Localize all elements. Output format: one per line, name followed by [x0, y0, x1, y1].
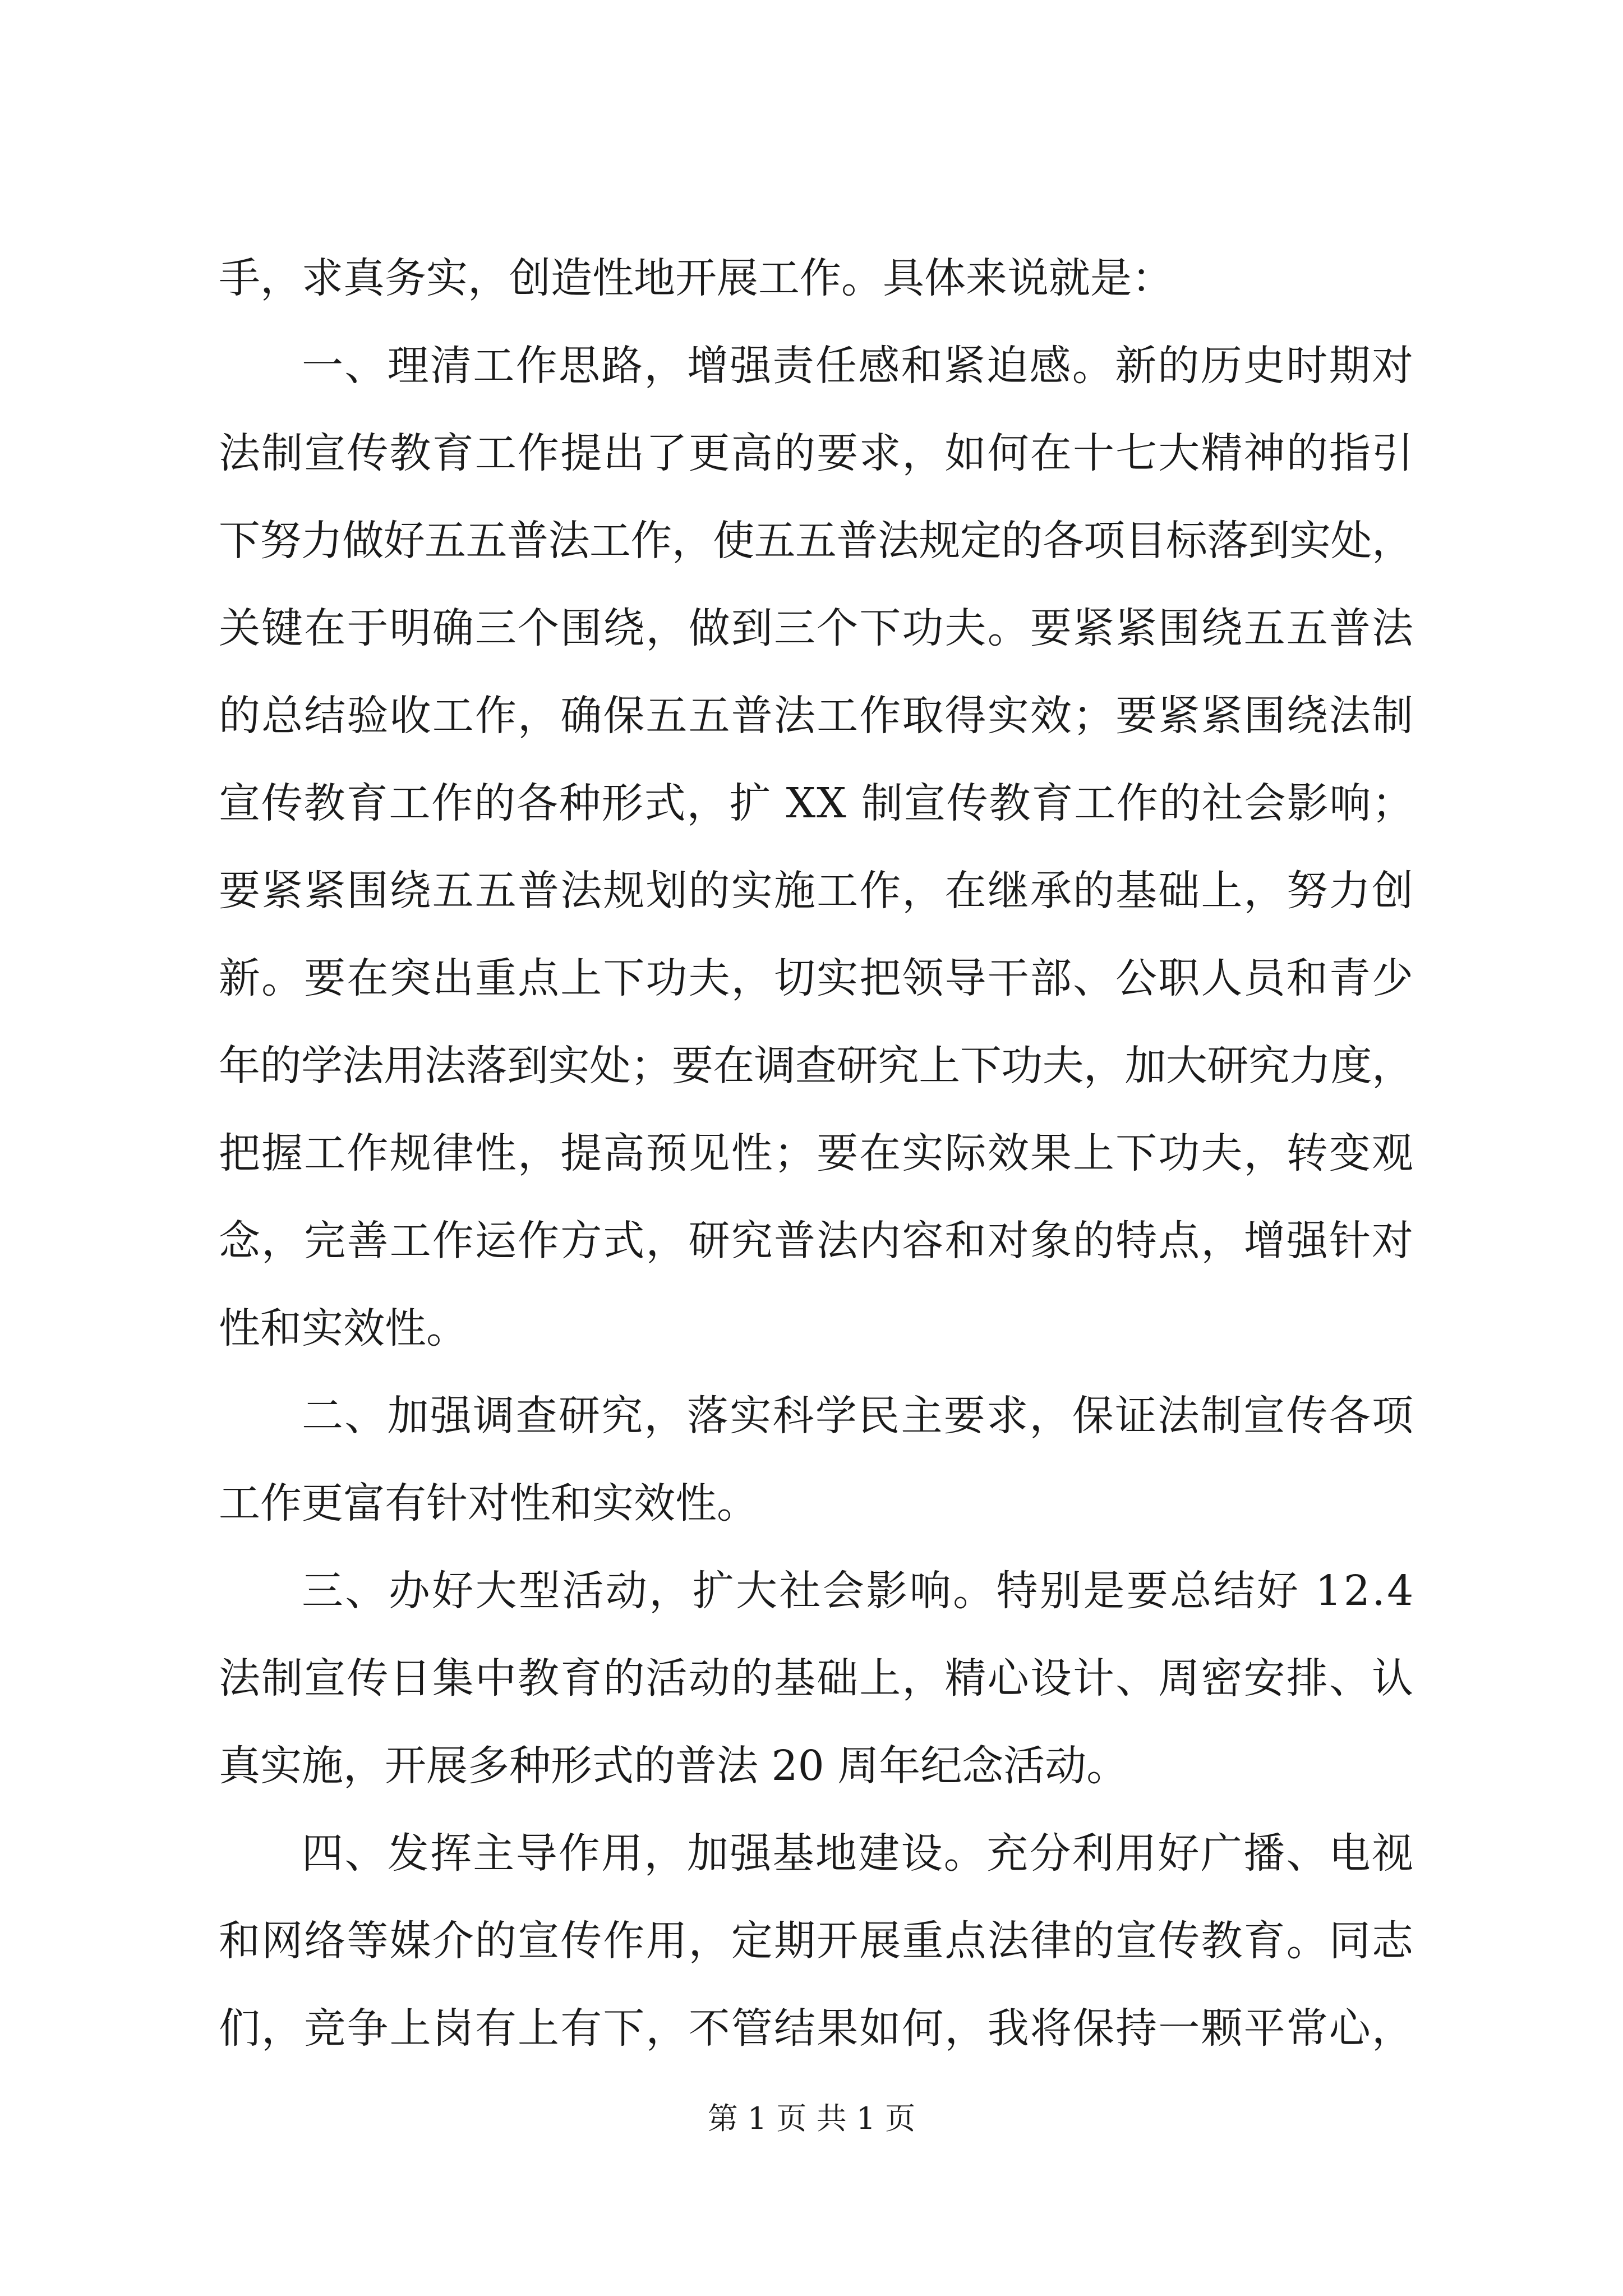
text-line: 念，完善工作运作方式，研究普法内容和对象的特点，增强针对	[219, 1217, 1415, 1265]
text-line: 一、理清工作思路，增强责任感和紧迫感。新的历史时期对	[302, 342, 1415, 390]
text-line: 二、加强调查研究，落实科学民主要求，保证法制宣传各项	[302, 1392, 1415, 1440]
text-line: 要紧紧围绕五五普法规划的实施工作，在继承的基础上，努力创	[219, 867, 1415, 915]
text-line: 年的学法用法落到实处；要在调查研究上下功夫，加大研究力度，	[219, 1042, 1413, 1090]
text-line: 宣传教育工作的各种形式，扩 XX 制宣传教育工作的社会影响；	[219, 779, 1415, 827]
text-line: 真实施，开展多种形式的普法 20 周年纪念活动。	[219, 1742, 1128, 1790]
text-line: 四、发挥主导作用，加强基地建设。充分利用好广播、电视	[302, 1829, 1415, 1878]
text-line: 新。要在突出重点上下功夫，切实把领导干部、公职人员和青少	[219, 954, 1415, 1002]
page-number-label: 第 1 页 共 1 页	[707, 2101, 916, 2136]
page-footer	[0, 2099, 1623, 2138]
text-line: 性和实效性。	[219, 1304, 468, 1352]
text-line: 的总结验收工作，确保五五普法工作取得实效；要紧紧围绕法制	[219, 692, 1415, 740]
text-line: 三、办好大型活动，扩大社会影响。特别是要总结好 12.4	[302, 1567, 1415, 1615]
text-line: 们，竞争上岗有上有下，不管结果如何，我将保持一颗平常心，	[219, 2004, 1415, 2053]
text-line: 手，求真务实，创造性地开展工作。具体来说就是：	[219, 254, 1173, 302]
text-line: 工作更富有针对性和实效性。	[219, 1479, 758, 1527]
text-line: 法制宣传教育工作提出了更高的要求，如何在十七大精神的指引	[219, 429, 1415, 477]
document-body	[219, 234, 1413, 2072]
text-line: 把握工作规律性，提高预见性；要在实际效果上下功夫，转变观	[219, 1129, 1415, 1177]
text-line: 下努力做好五五普法工作，使五五普法规定的各项目标落到实处，	[219, 517, 1413, 565]
text-line: 法制宣传日集中教育的活动的基础上，精心设计、周密安排、认	[219, 1654, 1415, 1703]
text-line: 和网络等媒介的宣传作用，定期开展重点法律的宣传教育。同志	[219, 1917, 1415, 1965]
text-line: 关键在于明确三个围绕，做到三个下功夫。要紧紧围绕五五普法	[219, 604, 1415, 652]
